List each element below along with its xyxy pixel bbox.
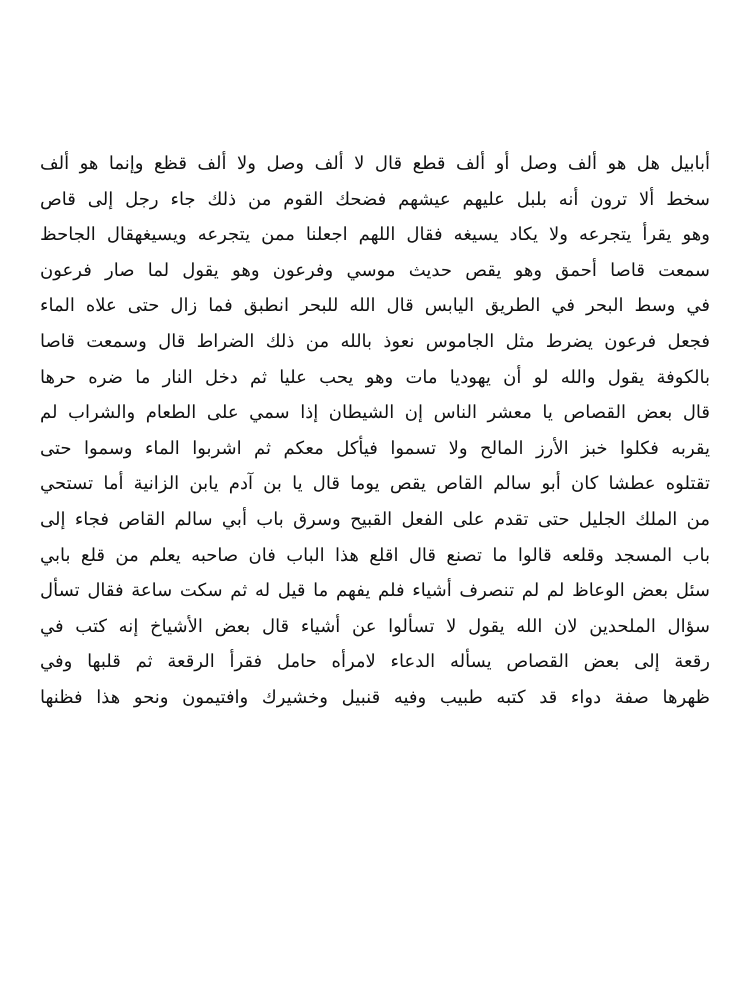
text-line: تقتلوه عطشا كان أبو سالم القاص يقص يوما قال يا بن آدم يابن الزانية أما تستحي	[40, 473, 710, 495]
body-text	[40, 146, 710, 716]
text-line: فجعل فرعون يضرط مثل الجاموس نعوذ بالله من ذلك الضراط قال وسمعت قاصا	[40, 330, 710, 352]
text-line: سمعت قاصا أحمق وهو يقص حديث موسي وفرعون وهو يقول لما صار فرعون	[40, 259, 710, 281]
text-line: وهو يقرأ يتجرعه ولا يكاد يسيغه فقال اللهم اجعلنا ممن يتجرعه ويسيغهقال الجاحظ	[40, 224, 710, 246]
text-line: باب المسجد وقلعه قالوا ما تصنع قال اقلع هذا الباب فان صاحبه يعلم من قلع بابي	[40, 544, 710, 566]
text-line: سؤال الملحدين لان الله يقول لا تسألوا عن أشياء قال بعض الأشياخ إنه كتب في	[40, 615, 710, 637]
text-line: يقربه فكلوا خبز الأرز المالح ولا تسموا فيأكل معكم ثم اشربوا الماء وسموا حتى	[40, 437, 710, 459]
text-line: رقعة إلى بعض القصاص يسأله الدعاء لامرأه حامل فقرأ الرقعة ثم قلبها وفي	[40, 651, 710, 673]
text-line: بالكوفة يقول والله لو أن يهوديا مات وهو يحب عليا ثم دخل النار ما ضره حرها	[40, 366, 710, 388]
text-line: سخط ألا ترون أنه بلبل عليهم عيشهم فضحك القوم من ذلك جاء رجل إلى قاص	[40, 188, 710, 210]
text-line: قال بعض القصاص يا معشر الناس إن الشيطان إذا سمي على الطعام والشراب لم	[40, 402, 710, 424]
text-line: سئل بعض الوعاظ لم لم تنصرف أشياء فلم يفهم ما قيل له ثم سكت ساعة فقال تسأل	[40, 580, 710, 602]
text-line: في وسط البحر في الطريق اليابس قال الله للبحر انطبق فما زال حتى علاه الماء	[40, 295, 710, 317]
text-line: أبابيل هل هو ألف وصل أو ألف قطع قال لا ألف وصل ولا ألف قظع وإنما هو ألف	[40, 153, 710, 174]
text-line: من الملك الجليل حتى تقدم على الفعل القبيح وسرق باب أبي سالم القاص فجاء إلى	[40, 508, 710, 530]
text-line: ظهرها صفة دواء قد كتبه طبيب وفيه قنبيل وخشيرك وافتيمون ونحو هذا فظنها	[40, 686, 710, 708]
